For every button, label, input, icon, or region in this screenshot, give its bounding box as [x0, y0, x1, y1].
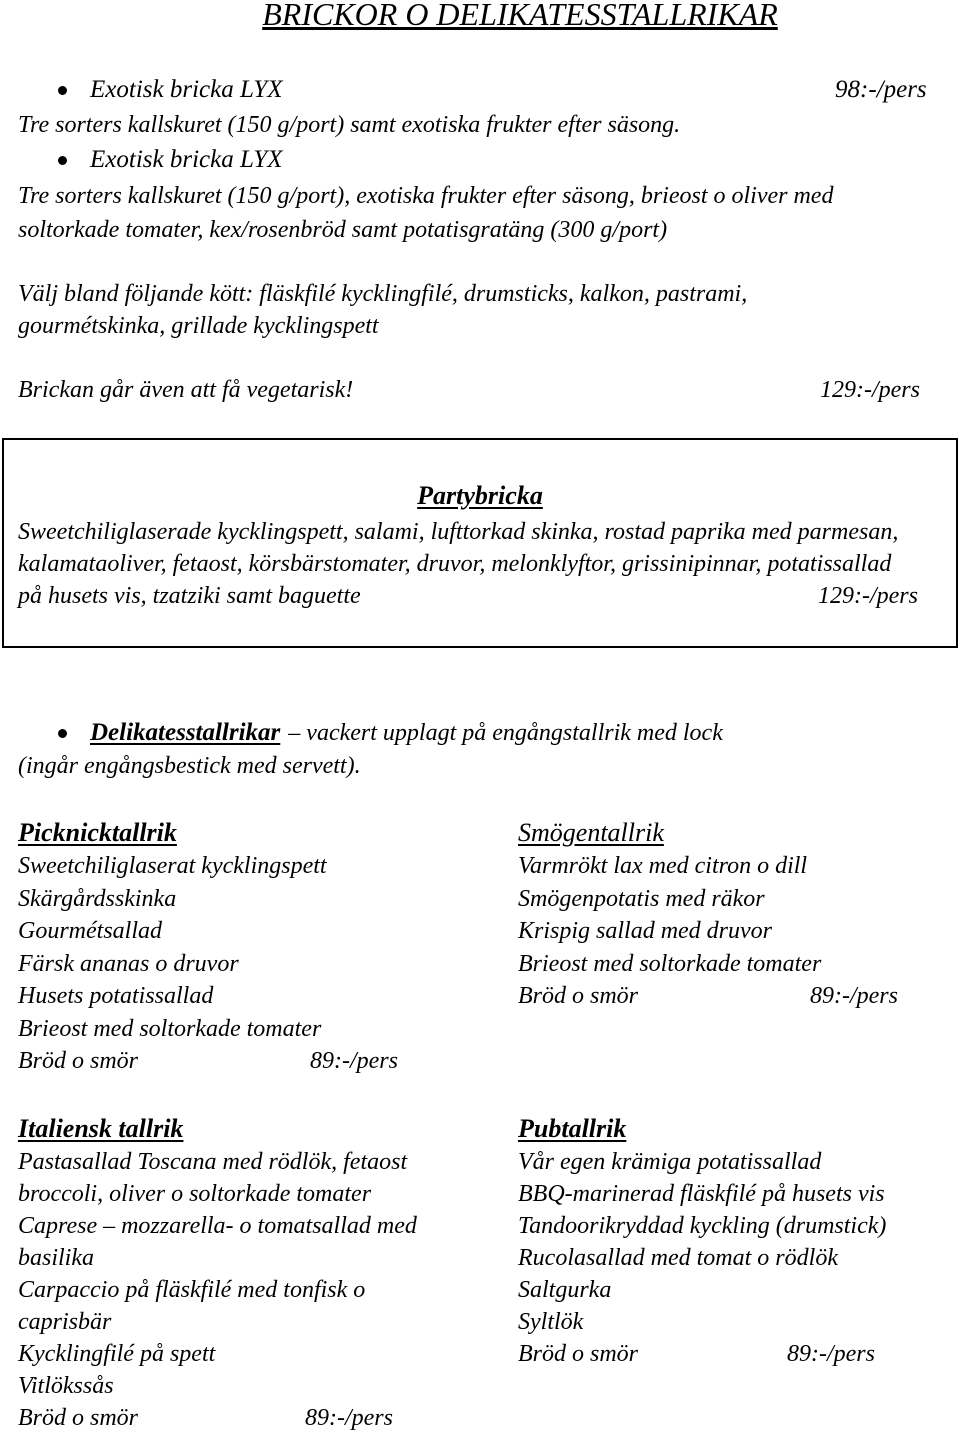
plate-item: Syltlök [518, 1309, 584, 1335]
plate-price: 89:-/pers [305, 1405, 393, 1431]
plate-item: caprisbär [18, 1309, 112, 1335]
plate-price: 89:-/pers [787, 1341, 875, 1367]
partybricka-description: Sweetchiliglaserade kycklingspett, salami, lufttorkad skinka, rostad paprika med parmesan, [18, 519, 899, 545]
partybricka-title: Partybricka [417, 481, 543, 510]
partybricka-description: kalamataoliver, fetaost, körsbärstomater, druvor, melonklyftor, grissinipinnar, potatissallad [18, 551, 892, 577]
plate-item: broccoli, oliver o soltorkade tomater [18, 1181, 372, 1207]
plate-item: BBQ-marinerad fläskfilé på husets vis [518, 1181, 885, 1207]
plate-item: Vår egen krämiga potatissallad [518, 1149, 822, 1175]
plate-item: Färsk ananas o druvor [18, 950, 239, 977]
plate-item: Skärgårdsskinka [18, 885, 177, 912]
bricka-name: Exotisk bricka LYX [90, 146, 283, 173]
plate-title: Italiensk tallrik [18, 1114, 184, 1143]
plate-item: basilika [18, 1245, 94, 1271]
plate-item: Tandoorikryddad kyckling (drumstick) [518, 1213, 887, 1239]
bricka-name: Exotisk bricka LYX [90, 76, 283, 103]
plate-item: Varmrökt lax med citron o dill [518, 853, 808, 879]
plate-item: Bröd o smör [18, 1405, 139, 1431]
partybricka-description: på husets vis, tzatziki samt baguette [18, 583, 361, 609]
plate-item: Bröd o smör [518, 983, 639, 1009]
plate-item: Carpaccio på fläskfilé med tonfisk o [18, 1277, 366, 1303]
plate-italiensk-tallrik [18, 1111, 488, 1434]
plate-last-row [18, 1402, 488, 1434]
partybricka-price: 129:-/pers [818, 583, 918, 609]
plate-last-row [518, 1338, 948, 1370]
plate-item: Krispig sallad med druvor [518, 918, 773, 944]
delikatess-note: (ingår engångsbestick med servett). [18, 753, 361, 779]
plate-item: Caprese – mozzarella- o tomatsallad med [18, 1213, 417, 1239]
plate-pubtallrik [518, 1111, 948, 1370]
plate-item: Rucolasallad med tomat o rödlök [518, 1245, 838, 1271]
meat-choice: Välj bland följande kött: fläskfilé kycklingfilé, drumsticks, kalkon, pastrami, [18, 281, 748, 307]
meat-choice: gourmétskinka, grillade kycklingspett [18, 313, 379, 339]
plate-item: Brieost med soltorkade tomater [518, 950, 822, 977]
plate-last-row [518, 980, 948, 1013]
plate-item: Smögenpotatis med räkor [518, 885, 765, 912]
bricka-price: 98:-/pers [835, 76, 927, 103]
plate-smogentallrik [518, 815, 948, 1013]
plate-item: Pastasallad Toscana med rödlök, fetaost [18, 1149, 408, 1175]
bricka-description: Tre sorters kallskuret (150 g/port) samt exotiska frukter efter säsong. [18, 112, 681, 138]
delikatess-tagline: – vackert upplagt på engångstallrik med lock [288, 720, 723, 746]
page-title: BRICKOR O DELIKATESSTALLRIKAR [262, 0, 778, 32]
bricka-description: Tre sorters kallskuret (150 g/port), exotiska frukter efter säsong, brieost o oliver med [18, 183, 834, 209]
plate-picknicktallrik [18, 815, 488, 1078]
plate-item: Saltgurka [518, 1277, 612, 1303]
plate-item: Vitlökssås [18, 1373, 114, 1399]
bricka-price: 129:-/pers [820, 377, 920, 403]
plate-title: Smögentallrik [518, 818, 664, 847]
plate-item: Kycklingfilé på spett [18, 1341, 216, 1367]
delikatess-title: Delikatesstallrikar [90, 719, 281, 746]
plate-item: Husets potatissallad [18, 983, 214, 1009]
plate-item: Bröd o smör [518, 1341, 639, 1367]
plate-title: Picknicktallrik [18, 818, 177, 847]
plate-item: Brieost med soltorkade tomater [18, 1015, 322, 1042]
vegetarian-note: Brickan går även att få vegetarisk! [18, 377, 354, 403]
bricka-description: soltorkade tomater, kex/rosenbröd samt potatisgratäng (300 g/port) [18, 217, 668, 243]
bullet-icon [58, 729, 67, 738]
bullet-icon [58, 86, 67, 95]
plate-title: Pubtallrik [518, 1114, 627, 1143]
bullet-icon [58, 156, 67, 165]
plate-item: Gourmétsallad [18, 918, 162, 944]
partybricka-box [2, 438, 958, 648]
plate-price: 89:-/pers [310, 1048, 398, 1074]
delikatess-heading [90, 717, 723, 749]
plate-price: 89:-/pers [810, 983, 898, 1009]
plate-last-row [18, 1045, 488, 1078]
plate-item: Bröd o smör [18, 1048, 139, 1074]
plate-item: Sweetchiliglaserat kycklingspett [18, 853, 327, 879]
